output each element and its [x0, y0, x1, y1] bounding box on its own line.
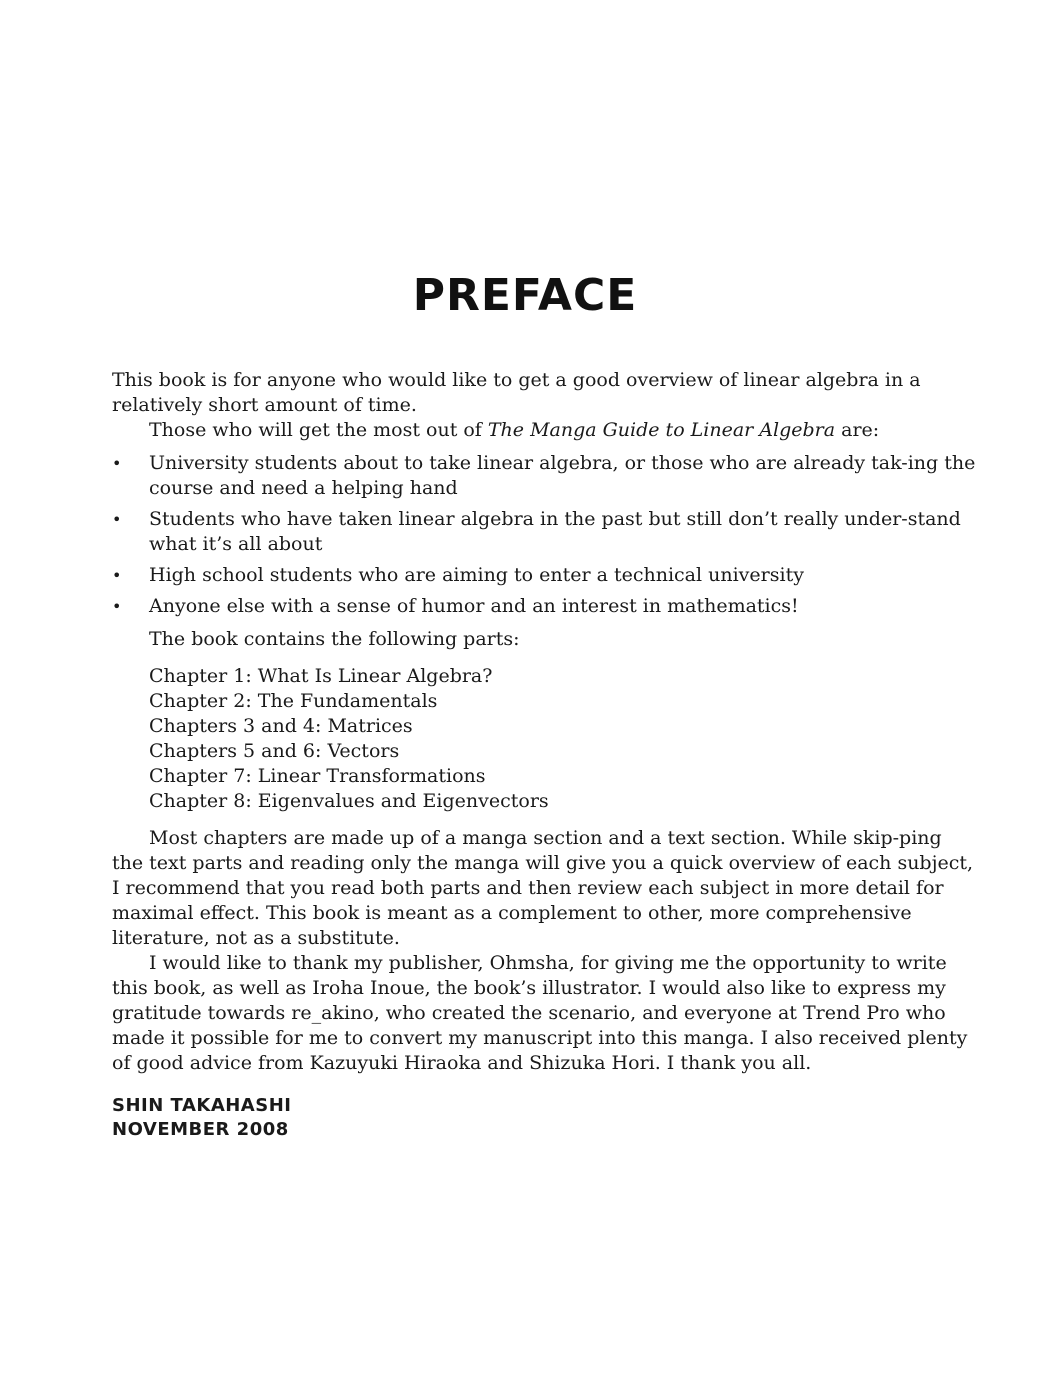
audience-lead-before: Those who will get the most out of [149, 419, 488, 441]
audience-item [112, 507, 978, 557]
audience-lead [112, 418, 978, 443]
preface-body [112, 368, 978, 1142]
bullet-icon: • [112, 597, 122, 616]
audience-list [112, 451, 978, 619]
signature-date: NOVEMBER 2008 [112, 1119, 289, 1140]
body-paragraph: I would like to thank my publisher, Ohmsha, for giving me the opportunity to write this book, as well as Iroha Inoue, the book’s illustrator. I would also like to express my gratitude towards re_akino, who created the scenario, and everyone at Trend Pro who made it possible for me to convert my manuscript into this manga. I also received plenty of good advice from Kazuyuki Hiraoka and Shizuka Hori. I thank you all. [112, 952, 968, 1074]
body-paragraph: Most chapters are made up of a manga section and a text section. While skip-ping the text parts and reading only the manga will give you a quick overview of each subject, I recommend that you read both parts and then review each subject in more detail for maximal effect. This book is meant as a complement to other, more comprehensive literature, not as a substitute. [112, 827, 974, 949]
audience-lead-after: are: [835, 419, 880, 441]
bullet-icon: • [112, 454, 122, 473]
book-title: The Manga Guide to Linear Algebra [487, 419, 836, 441]
chapter-item: Chapter 8: Eigenvalues and Eigenvectors [149, 790, 549, 812]
page-title: PREFACE [412, 270, 638, 321]
audience-item-text: University students about to take linear algebra, or those who are already tak-ing the course and need a helping hand [149, 452, 976, 499]
audience-item-text: High school students who are aiming to enter a technical university [149, 564, 804, 586]
bullet-icon: • [112, 510, 122, 529]
intro-paragraph: This book is for anyone who would like to get a good overview of linear algebra in a relatively short amount of time. [112, 369, 921, 416]
chapter-item: Chapters 3 and 4: Matrices [149, 715, 413, 737]
chapter-item: Chapter 1: What Is Linear Algebra? [149, 665, 493, 687]
parts-lead: The book contains the following parts: [149, 628, 520, 650]
audience-item [112, 594, 978, 619]
audience-item [112, 451, 978, 501]
chapter-item: Chapter 7: Linear Transformations [149, 765, 486, 787]
chapter-item: Chapter 2: The Fundamentals [149, 690, 438, 712]
signature-block [112, 1094, 978, 1142]
audience-item-text: Anyone else with a sense of humor and an interest in mathematics! [149, 595, 799, 617]
author-name: SHIN TAKAHASHI [112, 1095, 292, 1116]
chapter-item: Chapters 5 and 6: Vectors [149, 740, 400, 762]
chapter-list [112, 664, 978, 814]
audience-item-text: Students who have taken linear algebra in the past but still don’t really under-stand what it’s all about [149, 508, 961, 555]
bullet-icon: • [112, 566, 122, 585]
audience-item [112, 563, 978, 588]
